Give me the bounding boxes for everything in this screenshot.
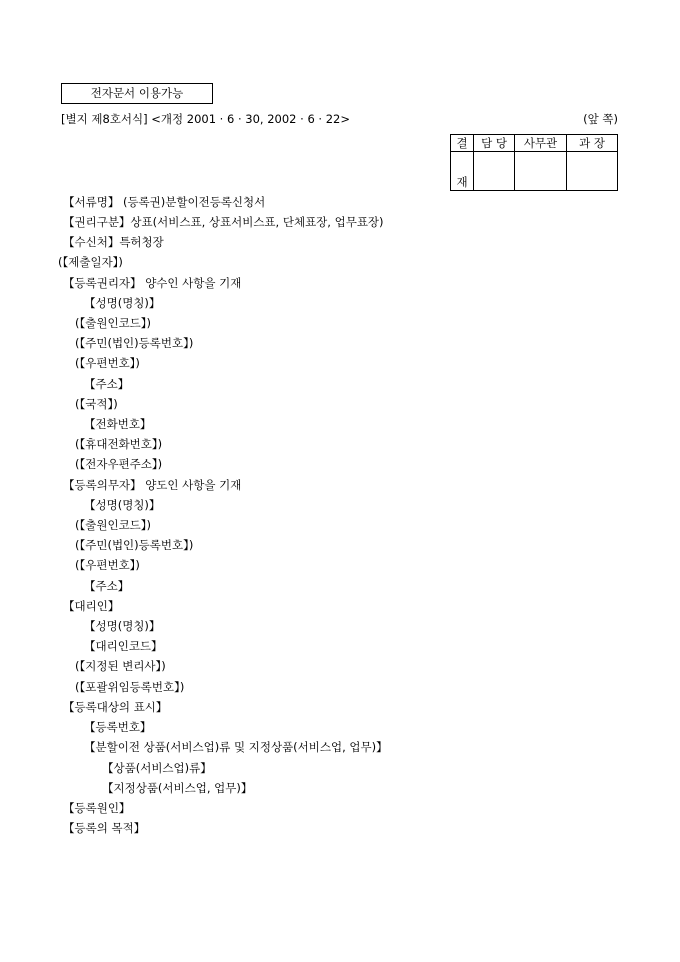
field-obligor-applicant-code: (【출원인코드】) xyxy=(75,518,152,532)
approval-header-officer: 사무관 xyxy=(515,135,567,152)
field-obligor-address: 【주소】 xyxy=(84,579,130,593)
field-general-power-number: (【포괄위임등록번호】) xyxy=(75,680,185,694)
field-holder-postal-code: (【우편번호】) xyxy=(75,356,140,370)
field-holder-name: 【성명(명칭)】 xyxy=(84,296,161,310)
electronic-document-box: 전자문서 이용가능 xyxy=(61,83,213,104)
field-holder-mobile: (【휴대전화번호】) xyxy=(75,437,163,451)
approval-header-chief: 과 장 xyxy=(567,135,618,152)
field-obligor-name: 【성명(명칭)】 xyxy=(84,498,161,512)
form-header xyxy=(61,111,618,127)
field-obligor-reg-number: (【주민(법인)등록번호】) xyxy=(75,538,194,552)
field-recipient: 【수신처】특허청장 xyxy=(63,235,164,249)
field-right-category: 【권리구분】상표(서비스표, 상표서비스표, 단체표장, 업무표장) xyxy=(63,215,384,229)
field-holder-applicant-code: (【출원인코드】) xyxy=(75,316,152,330)
field-holder-phone: 【전화번호】 xyxy=(84,417,152,431)
field-agent-code: 【대리인코드】 xyxy=(84,639,163,653)
approval-sign-chief xyxy=(567,152,618,191)
field-holder-email: (【전자우편주소】) xyxy=(75,457,163,471)
field-submission-date: (【제출일자】) xyxy=(58,255,123,269)
approval-stamp-bottom: 재 xyxy=(451,152,474,191)
field-goods-class: 【상품(서비스업)류】 xyxy=(102,761,212,775)
approval-sign-staff xyxy=(474,152,515,191)
field-document-name: 【서류명】 (등록권)분할이전등록신청서 xyxy=(63,195,266,209)
field-holder-nationality: (【국적】) xyxy=(75,397,118,411)
field-registration-cause: 【등록원인】 xyxy=(63,801,131,815)
field-split-transfer-goods: 【분할이전 상품(서비스업)류 및 지정상품(서비스업, 업무)】 xyxy=(84,740,388,754)
field-agent-name: 【성명(명칭)】 xyxy=(84,619,161,633)
approval-header-staff: 담 당 xyxy=(474,135,515,152)
field-obligor-postal-code: (【우편번호】) xyxy=(75,558,140,572)
field-registrant-obligor: 【등록의무자】 양도인 사항을 기재 xyxy=(63,478,242,492)
field-holder-reg-number: (【주민(법인)등록번호】) xyxy=(75,336,194,350)
approval-table xyxy=(450,134,618,191)
approval-stamp-top: 결 xyxy=(451,135,474,152)
field-designated-attorney: (【지정된 변리사】) xyxy=(75,659,166,673)
field-registrant-holder: 【등록권리자】 양수인 사항을 기재 xyxy=(63,276,242,290)
field-holder-address: 【주소】 xyxy=(84,377,130,391)
approval-sign-officer xyxy=(515,152,567,191)
form-label: [별지 제8호서식] <개정 2001 · 6 · 30, 2002 · 6 · 22> xyxy=(61,112,351,126)
page-side-label: (앞 쪽) xyxy=(583,112,618,126)
field-designated-goods: 【지정상품(서비스업, 업무)】 xyxy=(102,781,253,795)
field-agent: 【대리인】 xyxy=(63,599,120,613)
field-registration-subject: 【등록대상의 표시】 xyxy=(63,700,168,714)
field-registration-number: 【등록번호】 xyxy=(84,720,152,734)
field-registration-purpose: 【등록의 목적】 xyxy=(63,821,146,835)
